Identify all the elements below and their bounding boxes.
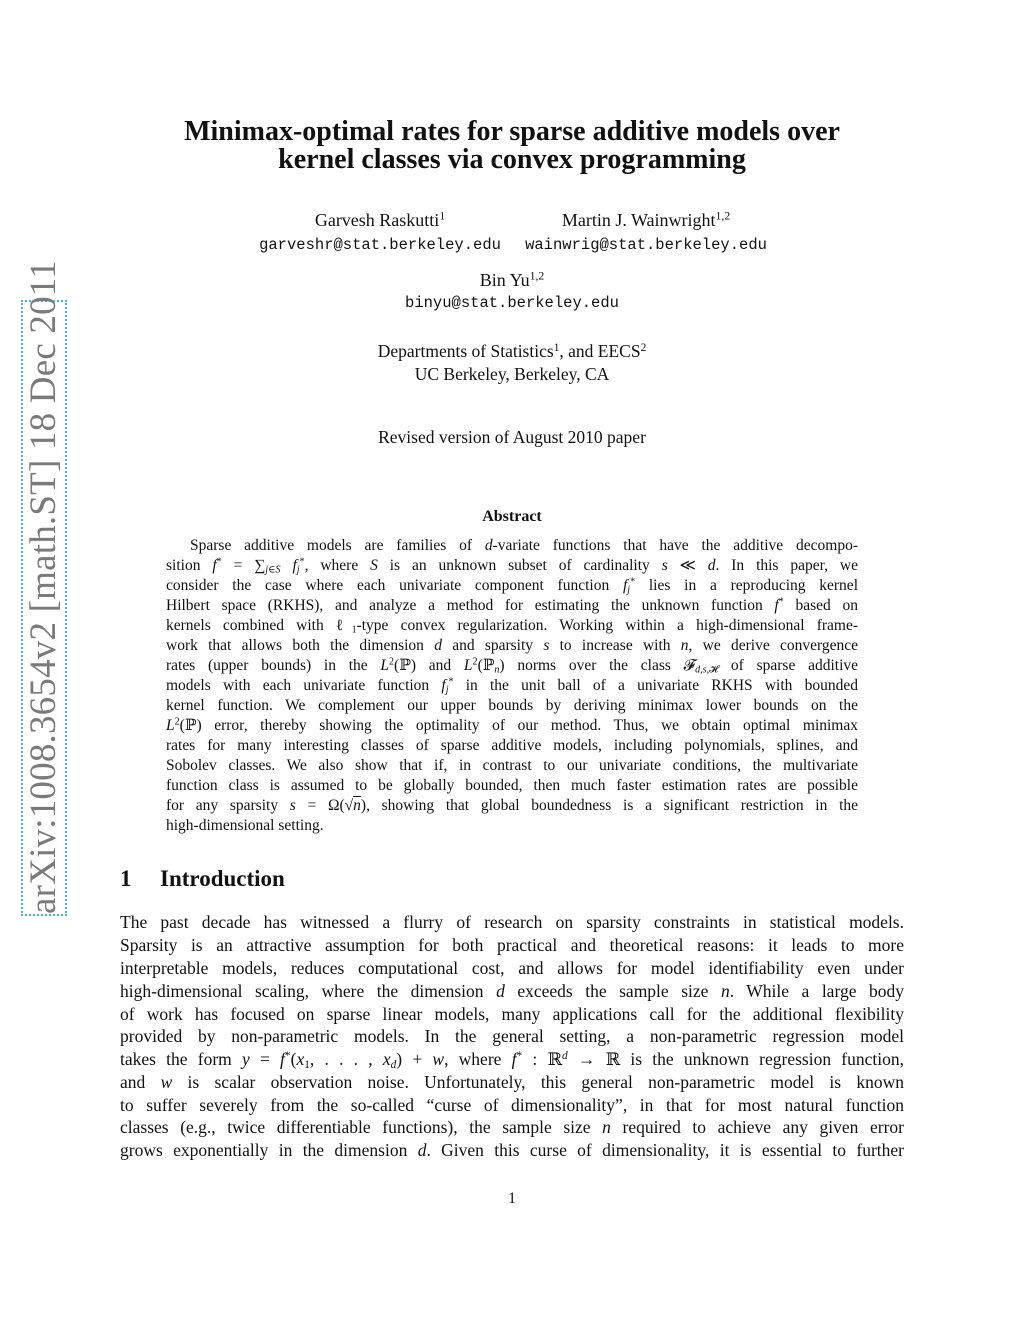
abstract-line-11: rates for many interesting classes of sparse additive models, including polynomials, splines, and (166, 737, 858, 754)
intro-line-11: grows exponentially in the dimension d. Given this curse of dimensionality, it is essential to further (120, 1140, 905, 1160)
intro-line-10: classes (e.g., twice differentiable functions), the sample size n required to achieve any given error (120, 1117, 904, 1137)
abstract-line-9: kernel function. We complement our upper bounds by deriving minimax lower bounds on the (166, 697, 858, 714)
author-2-email[interactable]: wainwrig@stat.berkeley.edu (525, 236, 767, 254)
paper-title-line-1: Minimax-optimal rates for sparse additive models over (184, 116, 840, 147)
abstract-line-6: work that allows both the dimension d and sparsity s to increase with n, we derive convergence (166, 637, 858, 654)
affiliation-line-2: UC Berkeley, Berkeley, CA (414, 364, 610, 384)
abstract-line-5: kernels combined with ℓ$_1$-type convex regularization. Working within a high-dimensional frame- (166, 617, 858, 636)
intro-line-9: to suffer severely from the so-called “curse of dimensionality”, in that for most natural function (120, 1095, 904, 1115)
intro-line-8: and w is scalar observation noise. Unfortunately, this general non-parametric model is known (120, 1072, 904, 1092)
abstract-line-14: for any sparsity s = Ω(√n), showing that global boundedness is a significant restriction in the (166, 797, 859, 814)
abstract-line-1: Sparse additive models are families of d-variate functions that have the additive decompo- (190, 537, 858, 554)
abstract-line-12: Sobolev classes. We also show that if, in contrast to our univariate conditions, the multivariate (166, 757, 858, 774)
intro-line-1: The past decade has witnessed a flurry of research on sparsity constraints in statistical models. (120, 912, 904, 932)
abstract-line-8: models with each univariate function $f_j^*$ in the unit ball of a univariate RKHS with bounded (166, 676, 859, 696)
abstract-line-15: high-dimensional setting. (166, 817, 324, 834)
author-3-name: Bin Yu$^{1,2}$ (479, 269, 545, 290)
section-number: 1 (120, 866, 132, 891)
intro-line-5: of work has focused on sparse linear models, many applications call for the additional flexibility (120, 1004, 904, 1024)
intro-line-2: Sparsity is an attractive assumption for both practical and theoretical reasons: it leads to more (120, 935, 904, 955)
paper-title-line-2: kernel classes via convex programming (278, 144, 746, 175)
intro-line-6: provided by non-parametric models. In the general setting, a non-parametric regression model (120, 1026, 904, 1046)
intro-line-7: takes the form $y = f^*(x_1$, . . . , $x_d) + w$, where f* : ℝ$^d$ → ℝ is the unknown regression function, (120, 1049, 904, 1071)
page-number: 1 (508, 1190, 516, 1207)
author-2-name: Martin J. Wainwright$^{1,2}$ (561, 209, 731, 230)
author-1-email[interactable]: garveshr@stat.berkeley.edu (259, 236, 501, 254)
section-title: Introduction (160, 866, 285, 891)
author-1-name: Garvesh Raskutti$^1$ (314, 209, 446, 230)
abstract-line-7: rates (upper bounds) in the $L^2(ℙ)$ and $L^2(ℙ_n)$ norms over the class 𝓕$_{d,s,𝓗}$ of sparse additive (166, 656, 859, 676)
abstract-line-13: function class is assumed to be globally bounded, then much faster estimation rates are possible (166, 777, 858, 794)
abstract-line-2: sition $f^* = \sum_{j\in S}$ $f_j^*$, where S is an unknown subset of cardinality s ≪ d. In this paper, we (166, 556, 858, 576)
intro-line-3: interpretable models, reduces computational cost, and allows for model identifiability even under (120, 958, 904, 978)
affiliation-line-1: Departments of Statistics$^1$, and EECS$^2$ (377, 341, 647, 361)
arxiv-identifier: arXiv:1008.3654v2 [math.ST] 18 Dec 2011 (23, 260, 64, 914)
abstract-heading: Abstract (482, 508, 542, 525)
abstract-line-3: consider the case where each univariate component function $f_j^*$ lies in a reproducing kernel (166, 576, 858, 596)
intro-line-4: high-dimensional scaling, where the dimension d exceeds the sample size n. While a large body (120, 981, 904, 1001)
abstract-line-4: Hilbert space (RKHS), and analyze a method for estimating the unknown function f* based on (166, 596, 858, 614)
abstract-line-10: $L^2(ℙ)$ error, thereby showing the optimality of our method. Thus, we obtain optimal minimax (166, 716, 858, 734)
revision-note: Revised version of August 2010 paper (378, 427, 646, 447)
author-3-email[interactable]: binyu@stat.berkeley.edu (405, 294, 619, 312)
